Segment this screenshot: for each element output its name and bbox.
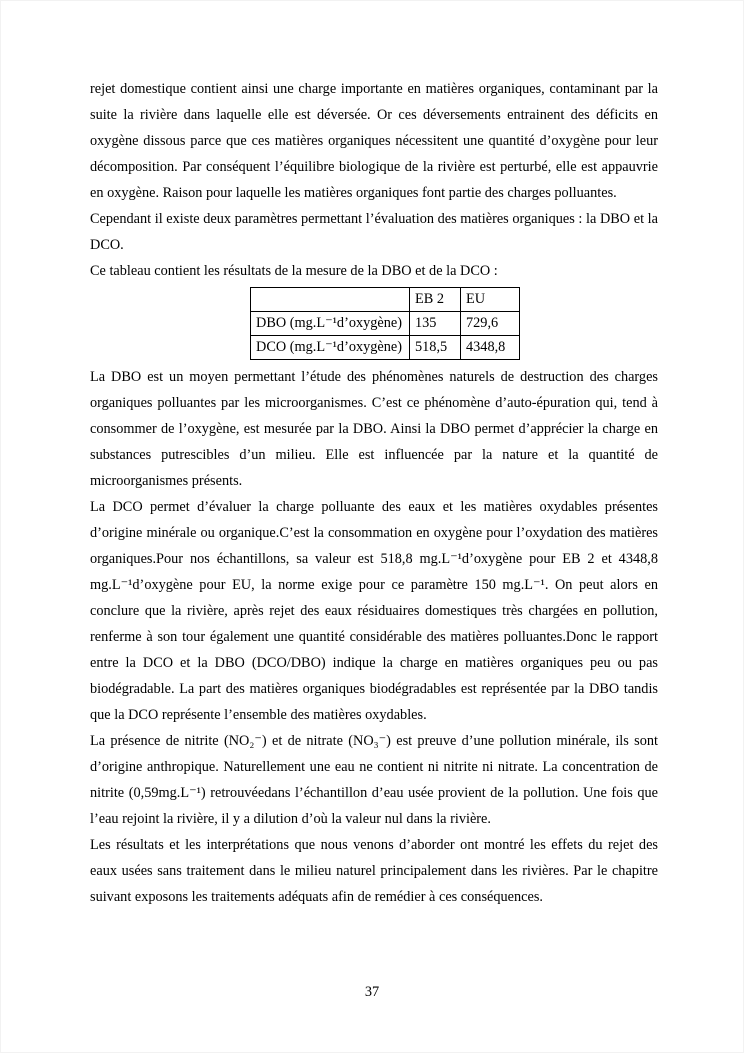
dbo-dco-results-table bbox=[250, 287, 520, 360]
table-header-row bbox=[251, 288, 520, 312]
table-cell-dbo-eb2: 135 bbox=[410, 312, 461, 336]
table-cell-dco-label: DCO (mg.L⁻¹d’oxygène) bbox=[251, 336, 410, 360]
table-row-dco bbox=[251, 336, 520, 360]
table-cell-dco-eu: 4348,8 bbox=[461, 336, 520, 360]
table-cell-dbo-eu: 729,6 bbox=[461, 312, 520, 336]
table-header-eu: EU bbox=[461, 288, 520, 312]
page-number: 37 bbox=[364, 984, 380, 1000]
paragraph-nitrite-nitrate: La présence de nitrite (NO₂⁻) et de nitrate (NO₃⁻) est preuve d’une pollution minérale, ils sont d’origine anthropique. Naturellement une eau ne contient ni nitrite ni nitrate. La concentration de nitrite (0,59mg.L⁻¹) retrouvéedans l’échantillon d’eau usée provient de la pollution. Une fois que l’eau rejoint la rivière, il y a dilution d’où la valeur nul dans la rivière. bbox=[90, 733, 658, 827]
table-header-empty bbox=[251, 288, 410, 312]
table-cell-dco-eb2: 518,5 bbox=[410, 336, 461, 360]
paragraph-dco-explanation: La DCO permet d’évaluer la charge polluante des eaux et les matières oxydables présentes d’origine minérale ou organique.C’est la consommation en oxygène pour l’oxydation des matières organiques.Pour nos échantillons, sa valeur est 518,8 mg.L⁻¹d’oxygène pour EB 2 et 4348,8 mg.L⁻¹d’oxygène pour EU, la norme exige pour ce paramètre 150 mg.L⁻¹. On peut alors en conclure que la rivière, après rejet des eaux résiduaires domestiques très chargées en pollution, renferme à son tour également une quantité considérable des matières polluantes.Donc le rapport entre la DCO et la DBO (DCO/DBO) indique la charge en matières organiques peu ou pas biodégradable. La part des matières organiques biodégradables est représentée par la DBO tandis que la DCO représente l’ensemble des matières oxydables. bbox=[90, 499, 658, 723]
paragraph-organic-matter: rejet domestique contient ainsi une charge importante en matières organiques, contaminant par la suite la rivière dans laquelle elle est déversée. Or ces déversements entrainent des déficits en oxygène dissous parce que ces matières organiques nécessitent une quantité d’oxygène pour leur décomposition. Par conséquent l’équilibre biologique de la rivière est perturbé, elle est appauvrie en oxygène. Raison pour laquelle les matières organiques font partie des charges polluantes. bbox=[90, 81, 658, 201]
paragraph-two-parameters: Cependant il existe deux paramètres permettant l’évaluation des matières organiques : la DBO et la DCO. bbox=[90, 211, 658, 253]
paragraph-dbo-explanation: La DBO est un moyen permettant l’étude des phénomènes naturels de destruction des charges organiques polluantes par les microorganismes. C’est ce phénomène d’auto-épuration qui, tend à consommer de l’oxygène, est mesurée par la DBO. Ainsi la DBO permet d’apprécier la charge en substances putrescibles d’un milieu. Elle est influencée par la nature et la quantité de microorganismes présents. bbox=[90, 369, 658, 489]
table-row-dbo bbox=[251, 312, 520, 336]
paragraph-table-intro: Ce tableau contient les résultats de la mesure de la DBO et de la DCO : bbox=[90, 263, 498, 279]
table-cell-dbo-label: DBO (mg.L⁻¹d’oxygène) bbox=[251, 312, 410, 336]
text-block bbox=[90, 76, 658, 910]
table-header-eb2: EB 2 bbox=[410, 288, 461, 312]
paragraph-conclusion: Les résultats et les interprétations que nous venons d’aborder ont montré les effets du rejet des eaux usées sans traitement dans le milieu naturel principalement dans les rivières. Par le chapitre suivant exposons les traitements adéquats afin de remédier à ces conséquences. bbox=[90, 837, 658, 905]
